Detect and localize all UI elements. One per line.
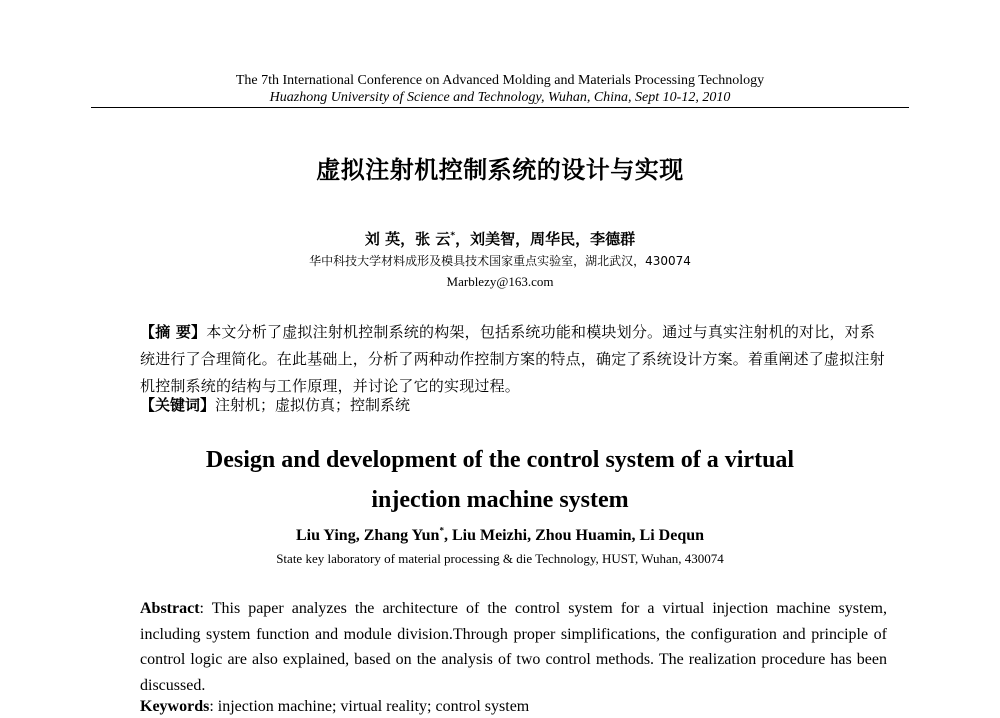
english-abstract [140,596,887,698]
english-title-line2: injection machine system [371,487,629,513]
chinese-title: 虚拟注射机控制系统的设计与实现 [316,156,684,184]
header-rule [91,107,909,108]
chinese-authors-part2: ，刘美智，周华民，李德群 [455,230,636,248]
chinese-authors-part1: 刘 英，张 云 [364,230,451,248]
english-keywords-label: Keywords [140,698,210,715]
chinese-keywords-text: 注射机；虚拟仿真；控制系统 [215,396,411,414]
chinese-keywords-label: 【关键词】 [140,396,216,414]
english-authors-part1: Liu Ying, Zhang Yun [295,527,440,544]
chinese-abstract-label: 【摘 要】 [140,323,207,341]
english-authors-part2: , Liu Meizhi, Zhou Huamin, Li Dequn [443,527,705,544]
english-abstract-label: Abstract [140,600,200,617]
english-affiliation: State key laboratory of material processing & die Technology, HUST, Wuhan, 430074 [276,551,724,566]
conference-header: The 7th International Conference on Advanced Molding and Materials Processing Technology [235,73,765,88]
english-title [0,440,1000,520]
chinese-keywords [140,394,890,416]
chinese-authors [0,229,1000,249]
author-email: Marblezy@163.com [446,274,554,289]
english-abstract-text: : This paper analyzes the architecture of the control system for a virtual injection machine system, including system function and module division.Through proper simplifications, the configuration and principle of control logic are also explained, based on the analysis of two control methods. The realization procedure has been discussed. [140,600,887,694]
venue-header: Huazhong University of Science and Technology, Wuhan, China, Sept 10-12, 2010 [269,90,731,105]
chinese-corresponding-mark: * [450,231,456,241]
chinese-abstract [140,319,890,400]
english-corresponding-mark: * [439,525,444,536]
english-authors [0,525,1000,547]
english-keywords [140,696,887,718]
chinese-affiliation: 华中科技大学材料成形及模具技术国家重点实验室，湖北武汉，430074 [309,254,691,268]
english-title-line1: Design and development of the control system of a virtual [205,447,795,473]
chinese-abstract-text: 本文分析了虚拟注射机控制系统的构架，包括系统功能和模块划分。通过与真实注射机的对比，对系统进行了合理简化。在此基础上，分析了两种动作控制方案的特点，确定了系统设计方案。着重阐述了虚拟注射机控制系统的结构与工作原理，并讨论了它的实现过程。 [140,323,885,395]
english-keywords-text: : injection machine; virtual reality; control system [209,698,530,715]
